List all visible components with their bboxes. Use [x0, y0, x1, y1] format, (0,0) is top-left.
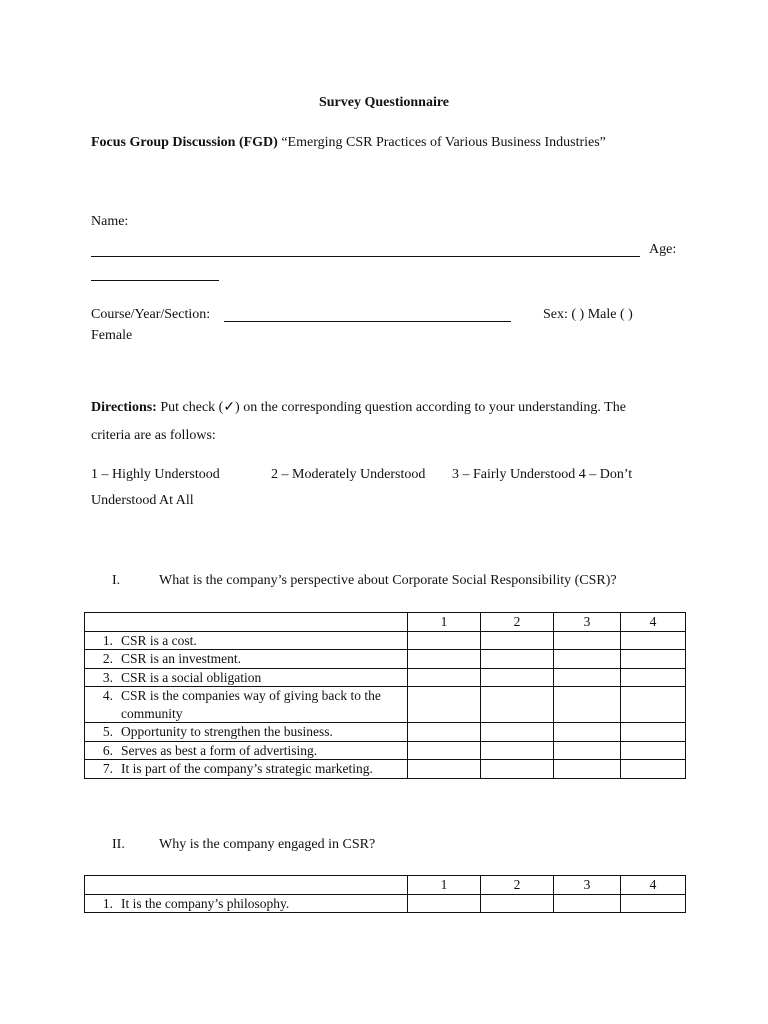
course-field-line[interactable]	[224, 321, 511, 322]
rating-cell-2[interactable]	[481, 631, 554, 650]
question-numeral: I.	[112, 573, 121, 588]
item-cell	[85, 650, 408, 669]
rating-cell-1[interactable]	[408, 723, 481, 742]
table-row	[85, 668, 686, 687]
rating-cell-2[interactable]	[481, 687, 554, 723]
rating-cell-3[interactable]	[554, 894, 621, 913]
header-col-4: 4	[621, 613, 686, 632]
directions-continued: criteria are as follows:	[91, 428, 216, 443]
table-row	[85, 760, 686, 779]
rating-cell-4[interactable]	[621, 894, 686, 913]
name-label: Name:	[91, 214, 129, 229]
table-row	[85, 650, 686, 669]
item-text: CSR is an investment.	[121, 651, 242, 667]
rating-cell-2[interactable]	[481, 668, 554, 687]
table-row	[85, 631, 686, 650]
directions-label: Directions:	[91, 400, 157, 415]
page-title: Survey Questionnaire	[318, 95, 450, 110]
item-text: CSR is a cost.	[121, 632, 197, 648]
item-cell	[85, 687, 408, 723]
rating-cell-3[interactable]	[554, 650, 621, 669]
table-header-row	[85, 876, 686, 895]
rating-cell-1[interactable]	[408, 741, 481, 760]
course-label: Course/Year/Section:	[91, 307, 211, 322]
question-text: What is the company’s perspective about Corporate Social Responsibility (CSR)?	[159, 573, 617, 588]
item-text: CSR is the companies way of giving back to the community	[121, 688, 381, 721]
item-cell	[85, 760, 408, 779]
fgd-topic: “Emerging CSR Practices of Various Business Industries”	[277, 135, 606, 150]
rating-cell-4[interactable]	[621, 631, 686, 650]
rating-cell-3[interactable]	[554, 723, 621, 742]
rating-cell-1[interactable]	[408, 894, 481, 913]
rating-cell-2[interactable]	[481, 650, 554, 669]
rating-cell-4[interactable]	[621, 760, 686, 779]
directions-body: Put check (✓) on the corresponding question according to your understanding. The	[156, 400, 626, 415]
rating-cell-3[interactable]	[554, 668, 621, 687]
item-number: 6.	[102, 742, 113, 758]
criteria-1: 1 – Highly Understood	[91, 467, 220, 482]
table-header-row	[85, 613, 686, 632]
rating-cell-3[interactable]	[554, 631, 621, 650]
item-cell	[85, 894, 408, 913]
criteria-continued: Understood At All	[91, 493, 194, 508]
rating-cell-3[interactable]	[554, 687, 621, 723]
criteria-2: 2 – Moderately Understood	[271, 467, 426, 482]
rating-cell-1[interactable]	[408, 687, 481, 723]
header-col-3: 3	[554, 876, 621, 895]
header-col-2: 2	[481, 876, 554, 895]
rating-cell-2[interactable]	[481, 741, 554, 760]
header-blank-cell	[85, 876, 408, 895]
rating-cell-1[interactable]	[408, 650, 481, 669]
header-col-1: 1	[408, 876, 481, 895]
item-cell	[85, 631, 408, 650]
rating-table-1	[84, 612, 686, 779]
rating-cell-4[interactable]	[621, 650, 686, 669]
rating-cell-1[interactable]	[408, 631, 481, 650]
item-number: 1.	[102, 895, 113, 911]
rating-cell-4[interactable]	[621, 687, 686, 723]
item-number: 1.	[102, 632, 113, 648]
age-field-line[interactable]	[91, 280, 219, 281]
item-cell	[85, 668, 408, 687]
header-col-2: 2	[481, 613, 554, 632]
table-row	[85, 687, 686, 723]
question-text: Why is the company engaged in CSR?	[159, 837, 376, 852]
table-row	[85, 894, 686, 913]
rating-cell-1[interactable]	[408, 668, 481, 687]
item-text: Serves as best a form of advertising.	[121, 742, 318, 758]
item-number: 2.	[102, 651, 113, 667]
item-text: It is the company’s philosophy.	[121, 895, 290, 911]
item-number: 3.	[102, 669, 113, 685]
item-text: CSR is a social obligation	[121, 669, 262, 685]
header-col-3: 3	[554, 613, 621, 632]
rating-cell-2[interactable]	[481, 760, 554, 779]
sex-label: Sex: ( ) Male ( )	[543, 307, 633, 322]
rating-cell-4[interactable]	[621, 723, 686, 742]
name-field-line[interactable]	[91, 256, 640, 257]
header-col-1: 1	[408, 613, 481, 632]
rating-cell-4[interactable]	[621, 668, 686, 687]
rating-cell-3[interactable]	[554, 760, 621, 779]
rating-cell-4[interactable]	[621, 741, 686, 760]
question-numeral: II.	[112, 837, 125, 852]
female-label: Female	[91, 328, 133, 343]
rating-table-2	[84, 875, 686, 913]
directions-text	[91, 399, 626, 418]
table-row	[85, 723, 686, 742]
item-number: 7.	[102, 761, 113, 777]
item-cell	[85, 723, 408, 742]
criteria-3: 3 – Fairly Understood 4 – Don’t	[452, 467, 633, 482]
age-label: Age:	[649, 242, 677, 257]
table-row	[85, 741, 686, 760]
rating-cell-3[interactable]	[554, 741, 621, 760]
header-blank-cell	[85, 613, 408, 632]
item-text: It is part of the company’s strategic marketing.	[121, 761, 373, 777]
fgd-label: Focus Group Discussion (FGD)	[91, 135, 278, 150]
rating-cell-2[interactable]	[481, 723, 554, 742]
fgd-heading	[91, 134, 606, 153]
rating-cell-1[interactable]	[408, 760, 481, 779]
item-number: 5.	[102, 724, 113, 740]
rating-cell-2[interactable]	[481, 894, 554, 913]
item-number: 4.	[102, 688, 113, 704]
item-cell	[85, 741, 408, 760]
item-text: Opportunity to strengthen the business.	[121, 724, 333, 740]
header-col-4: 4	[621, 876, 686, 895]
